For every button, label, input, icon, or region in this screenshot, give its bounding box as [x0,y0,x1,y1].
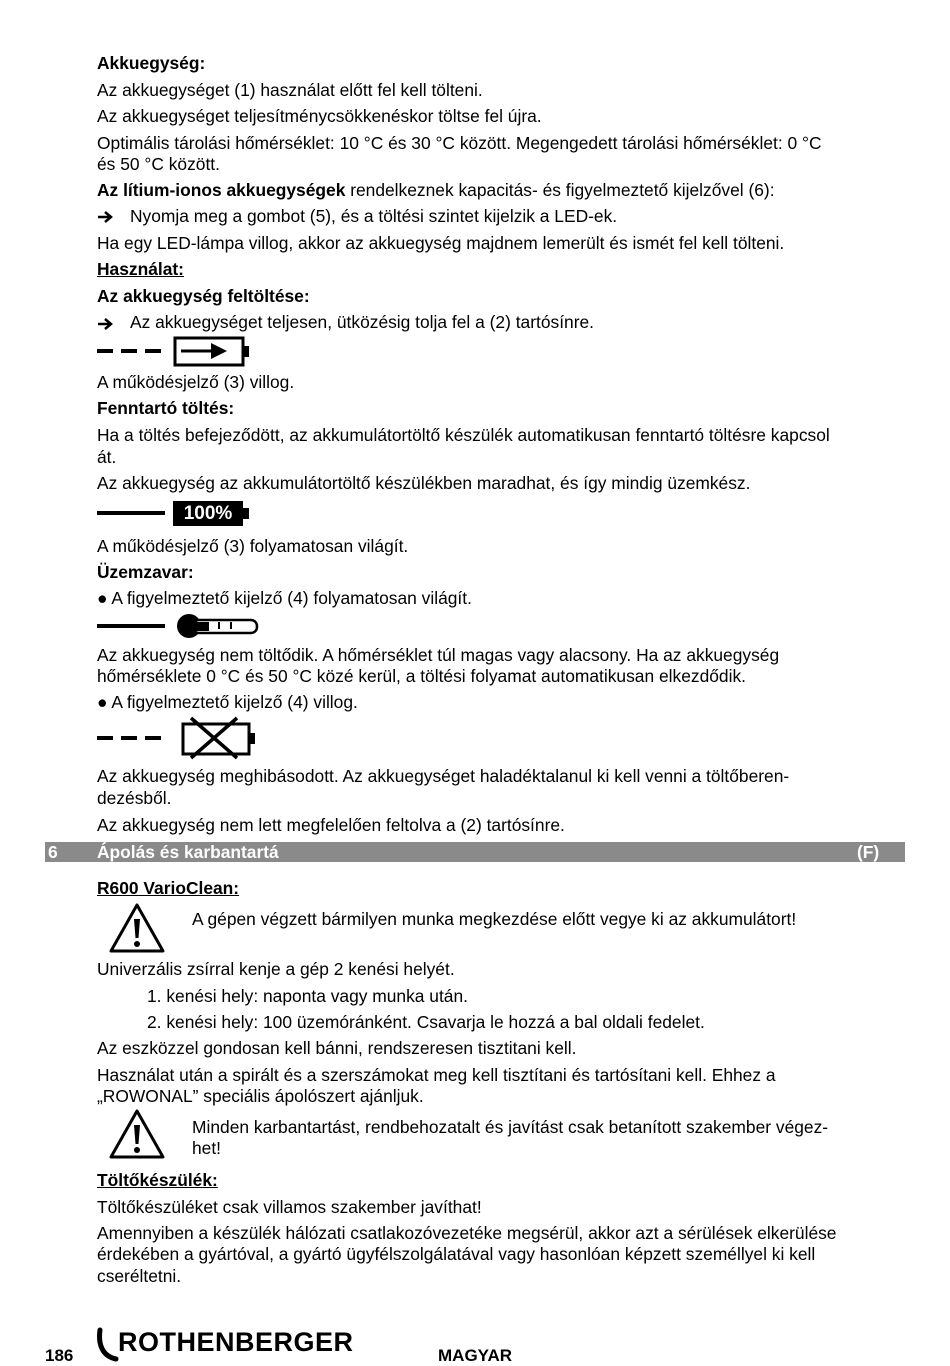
warning2b: het! [192,1138,222,1158]
status-steady: A működésjelző (3) folyamatosan világít. [97,536,409,556]
battery-p3a: Optimális tárolási hőmérséklet: 10 °C és 30 °C között. Megengedett tárolási hőmérséklet: 0 °C [97,133,822,153]
battery-p4 [97,180,775,201]
warning1: A gépen végzett bármilyen munka megkezdése előtt vegye ki az akkumulátort! [192,909,797,929]
battery-p3b: és 50 °C között. [97,154,220,174]
fault1-desc-b: hőmérséklete 0 °C és 50 °C közé kerül, a töltési folyamat automatikusan elkezdődik. [97,666,746,686]
maintenance-heading: Fenntartó töltés: [97,398,235,418]
battery-full-label: 100% [173,501,243,526]
battery-p4-rest: rendelkeznek kapacitás- és figyelmeztető kijelzővel (6): [345,180,775,200]
maint-p1b: át. [97,447,117,467]
section-title: Ápolás és karbantartá [97,842,279,862]
care-subheading: R600 VarioClean: [97,878,240,898]
care-item1: 1. kenési hely: naponta vagy munka után. [147,986,468,1006]
section-number: 6 [48,842,58,862]
charger-heading: Töltőkészülék: [97,1170,218,1190]
arrow-bullet-icon [97,210,117,224]
arrow-bullet-icon [97,317,117,331]
care-p1: Univerzális zsírral kenje a gép 2 kenési helyét. [97,959,455,979]
charger-p2a: Amennyiben a készülék hálózati csatlakozóvezetéke megsérül, akkor azt a sérülések elkerülése [97,1223,837,1243]
care-p3b: „ROWONAL” speciális ápolószert ajánljuk. [97,1086,424,1106]
battery-defect-icon [97,716,262,760]
thermometer-icon [97,612,262,640]
fault1: ● A figyelmeztető kijelző (4) folyamatosan világít. [97,588,472,608]
fault2-desc-a: Az akkuegység meghibásodott. Az akkuegységet haladéktalanul ki kell venni a töltőberen- [97,766,790,786]
charger-p2b: érdekében a gyártóval, a gyártó ügyfélszolgálatával vagy hasonlóan képzett személlyel ki kell [97,1244,816,1264]
battery-full-icon [97,500,257,528]
battery-p2: Az akkuegységet teljesítménycsökkenéskor töltse fel újra. [97,106,542,126]
warning-triangle-icon [108,902,166,954]
charger-p1: Töltőkészüléket csak villamos szakember javíthat! [97,1197,482,1217]
maint-p1a: Ha a töltés befejeződött, az akkumulátortöltő készülék automatikusan fenntartó töltésre kapcsol [97,425,830,445]
charging-heading: Az akkuegység feltöltése: [97,286,310,306]
battery-heading: Akkuegység: [97,53,206,73]
page-number: 186 [45,1346,74,1365]
step-insert: Az akkuegységet teljesen, ütközésig tolja fel a (2) tartósínre. [130,312,594,332]
section-code: (F) [857,842,880,862]
warning-triangle-icon [108,1108,166,1160]
fault1-desc-a: Az akkuegység nem töltődik. A hőmérséklet túl magas vagy alacsony. Ha az akkuegység [97,645,780,665]
status-blink: A működésjelző (3) villog. [97,372,295,392]
battery-p1: Az akkuegységet (1) használat előtt fel kell tölteni. [97,80,483,100]
charger-p2c: cseréltetni. [97,1266,182,1286]
battery-step1: Nyomja meg a gombot (5), és a töltési szintet kijelzik a LED-ek. [130,206,618,226]
brand-name: ROTHENBERGER [118,1327,354,1357]
care-p2: Az eszközzel gondosan kell bánni, rendszeresen tisztitani kell. [97,1038,577,1058]
footer-language: MAGYAR [438,1346,512,1365]
fault2-desc-b: dezésből. [97,788,172,808]
care-item2: 2. kenési hely: 100 üzemóránként. Csavarja le hozzá a bal oldali fedelet. [147,1012,705,1032]
maint-p2: Az akkuegység az akkumulátortöltő készülékben maradhat, és így mindig üzemkész. [97,473,751,493]
warning2a: Minden karbantartást, rendbehozatalt és javítást csak betanított szakember végez- [192,1117,829,1137]
battery-charging-icon [97,336,257,368]
usage-heading: Használat: [97,259,184,279]
care-p3a: Használat után a spirált és a szerszámokat meg kell tisztítani és tartósítani kell. Ehhez a [97,1065,776,1085]
fault2-desc-c: Az akkuegység nem lett megfelelően feltolva a (2) tartósínre. [97,815,565,835]
battery-p5: Ha egy LED-lámpa villog, akkor az akkuegység majdnem lemerült és ismét fel kell tölteni. [97,233,785,253]
fault2: ● A figyelmeztető kijelző (4) villog. [97,692,358,712]
fault-heading: Üzemzavar: [97,562,194,582]
section-header-bar [45,842,905,862]
battery-p4-bold: Az lítium-ionos akkuegységek [97,180,346,200]
